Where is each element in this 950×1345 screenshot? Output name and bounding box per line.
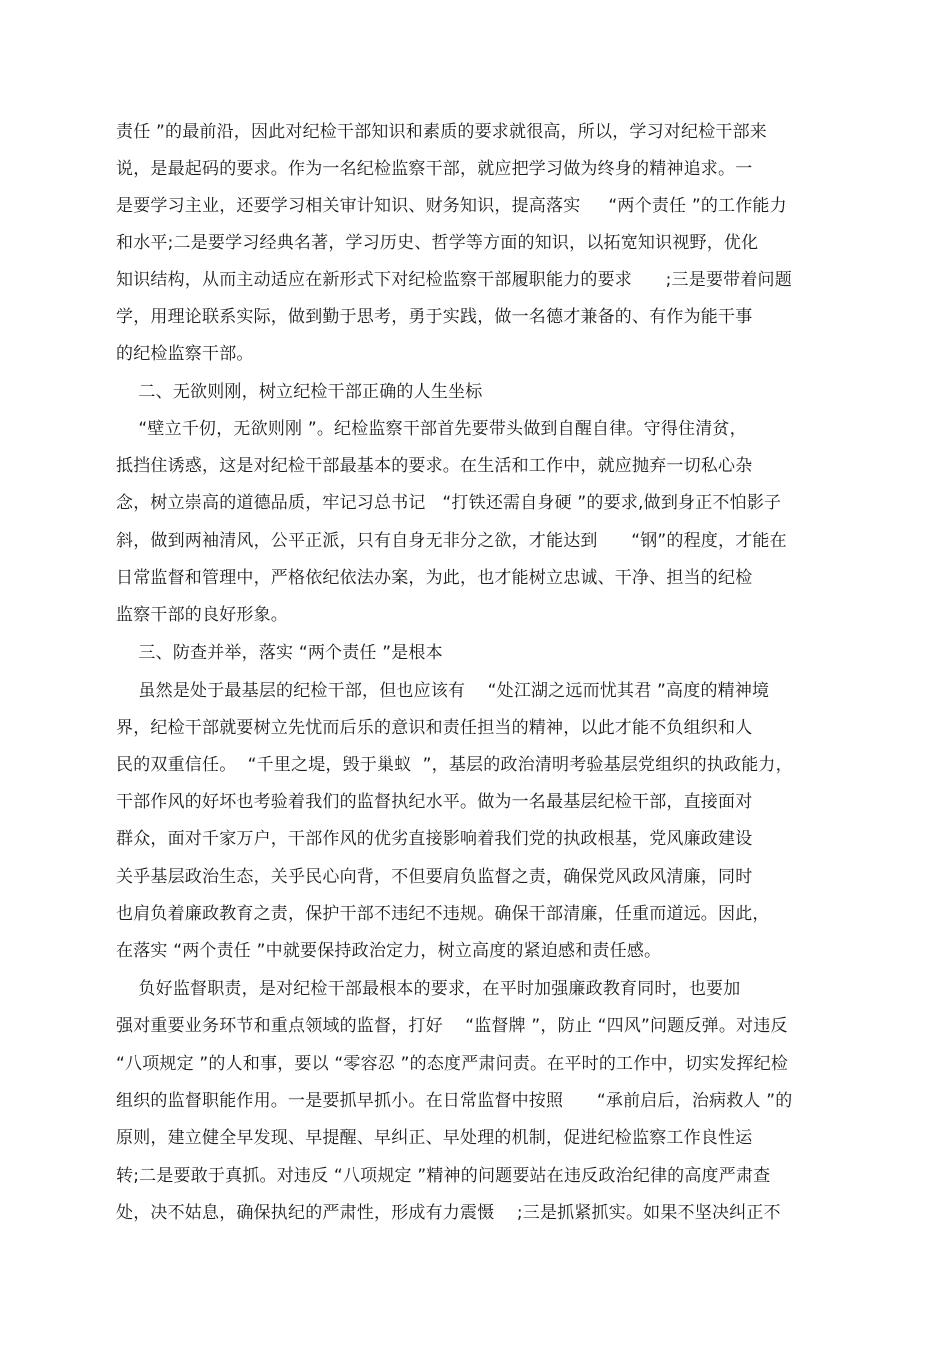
- text-line: 强对重要业务环节和重点领域的监督，打好 “监督牌 ”，防止 “四风”问题反弹。对违反: [116, 1016, 788, 1036]
- text-line: 责任 ”的最前沿，因此对纪检干部知识和素质的要求就很高，所以，学习对纪检干部来: [116, 122, 768, 142]
- text-line: 抵挡住诱惑，这是对纪检干部最基本的要求。在生活和工作中，就应抛弃一切私心杂: [116, 456, 753, 476]
- text-line: 说，是最起码的要求。作为一名纪检监察干部，就应把学习做为终身的精神追求。一: [116, 159, 753, 179]
- text-line: 群众，面对千家万户，干部作风的优劣直接影响着我们党的执政根基，党风廉政建设: [116, 829, 753, 849]
- text-line: 在落实 “两个责任 ”中就要保持政治定力，树立高度的紧迫感和责任感。: [116, 941, 662, 961]
- text-line: 组织的监督职能作用。一是要抓早抓小。在日常监督中按照 “承前启后，治病救人 ”的: [116, 1091, 793, 1111]
- text-line: 原则，建立健全早发现、早提醒、早纠正、早处理的机制，促进纪检监察工作良性运: [116, 1128, 753, 1148]
- text-line: 学，用理论联系实际，做到勤于思考，勇于实践，做一名德才兼备的、有作为能干事: [116, 307, 753, 327]
- text-line: 干部作风的好坏也考验着我们的监督执纪水平。做为一名最基层纪检干部，直接面对: [116, 792, 753, 812]
- text-line: 也肩负着廉政教育之责，保护干部不违纪不违规。确保干部清廉，任重而道远。因此，: [116, 904, 770, 924]
- text-line: 界，纪检干部就要树立先忧而后乐的意识和责任担当的精神，以此才能不负组织和人: [116, 718, 753, 738]
- text-line: “壁立千仞，无欲则刚 ”。纪检监察干部首先要带头做到自醒自律。守得住清贫，: [116, 419, 747, 439]
- text-line: 虽然是处于最基层的纪检干部，但也应该有 “处江湖之远而忧其君 ”高度的精神境: [116, 681, 770, 701]
- section-heading: 三、防查并举，落实 “两个责任 ”是根本: [116, 643, 443, 663]
- text-line: 关乎基层政治生态，关乎民心向背，不但要肩负监督之责，确保党风政风清廉，同时: [116, 867, 753, 887]
- text-line: 念，树立崇高的道德品质，牢记习总书记 “打铁还需自身硬 ”的要求,做到身正不怕影子: [116, 493, 782, 513]
- text-line: 监察干部的良好形象。: [116, 605, 288, 625]
- text-line: 是要学习主业，还要学习相关审计知识、财务知识，提高落实 “两个责任 ”的工作能力: [116, 196, 787, 216]
- text-line: 日常监督和管理中，严格依纪依法办案，为此，也才能树立忠诚、干净、担当的纪检: [116, 568, 753, 588]
- section-heading: 二、无欲则刚，树立纪检干部正确的人生坐标: [116, 382, 483, 402]
- text-line: “八项规定 ”的人和事，要以 “零容忍 ”的态度严肃问责。在平时的工作中，切实发挥纪检: [116, 1054, 789, 1074]
- text-line: 负好监督职责，是对纪检干部最根本的要求，在平时加强廉政教育同时，也要加: [116, 979, 741, 999]
- text-line: 处，决不姑息，确保执纪的严肃性，形成有力震慑 ;三是抓紧抓实。如果不坚决纠正不: [116, 1203, 781, 1223]
- text-line: 和水平;二是要学习经典名著，学习历史、哲学等方面的知识，以拓宽知识视野，优化: [116, 233, 759, 253]
- text-line: 斜，做到两袖清风，公平正派，只有自身无非分之欲，才能达到 “钢”的程度，才能在: [116, 531, 787, 551]
- text-line: 的纪检监察干部。: [116, 344, 254, 364]
- text-line: 知识结构，从而主动适应在新形式下对纪检监察干部履职能力的要求 ;三是要带着问题: [116, 270, 792, 290]
- text-line: 民的双重信任。 “千里之堤，毁于巢蚁 ”，基层的政治清明考验基层党组织的执政能力，: [116, 755, 793, 775]
- text-line: 转;二是要敢于真抓。对违反 “八项规定 ”精神的问题要站在违反政治纪律的高度严肃查: [116, 1166, 771, 1186]
